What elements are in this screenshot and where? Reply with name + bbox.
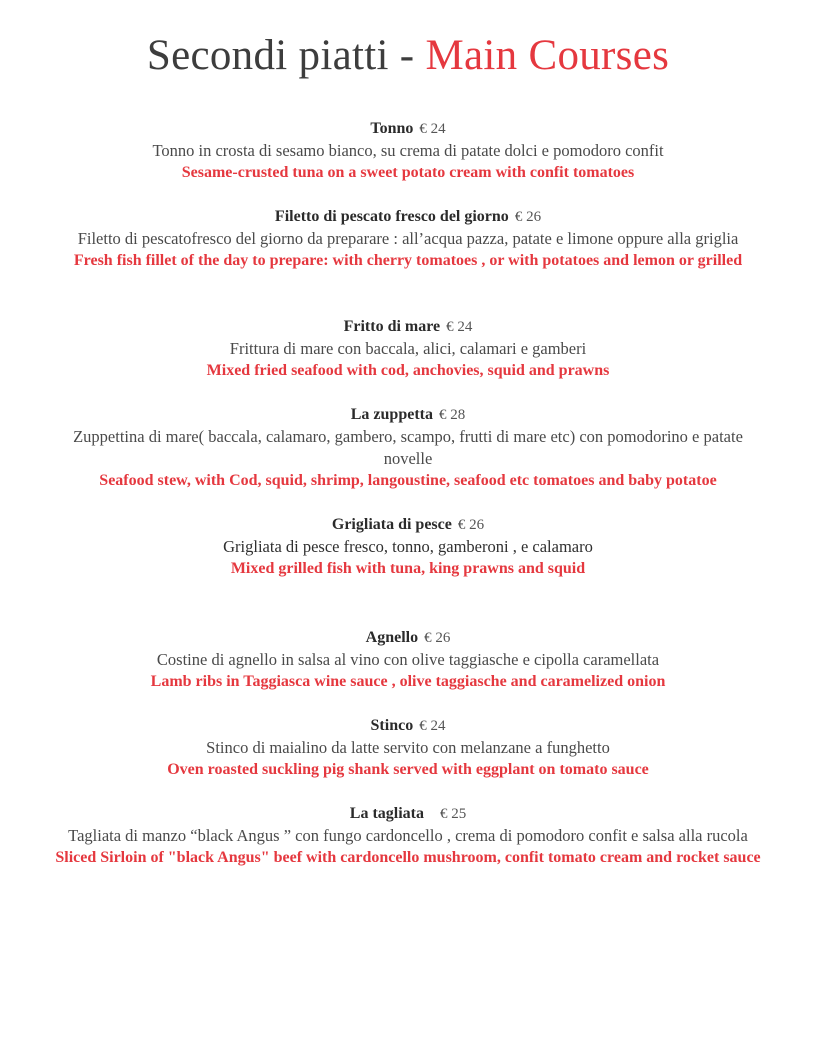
item-description-english: Sliced Sirloin of "black Angus" beef with cardoncello mushroom, confit tomato cream and rocket sauce (55, 849, 761, 866)
menu-item-agnello (30, 627, 786, 693)
menu-item-filetto (30, 206, 786, 272)
item-description-english: Sesame-crusted tuna on a sweet potato cream with confit tomatoes (181, 164, 635, 181)
menu-item-la-tagliata (30, 803, 786, 869)
item-price: € 24 (419, 718, 446, 734)
title-english: Main Courses (425, 32, 670, 79)
item-heading (30, 514, 786, 536)
title-italian: Secondi piatti - (146, 32, 426, 79)
item-price: € 28 (438, 407, 466, 423)
item-description-english: Seafood stew, with Cod, squid, shrimp, langoustine, seafood etc tomatoes and baby potatoe (99, 472, 717, 489)
menu-item-grigliata-di-pesce (30, 514, 786, 580)
menu-item-la-zuppetta (30, 404, 786, 492)
item-name: Tonno (370, 120, 414, 137)
item-price: € 26 (424, 630, 451, 646)
item-description-english: Mixed fried seafood with cod, anchovies, squid and prawns (206, 362, 610, 379)
item-name: La zuppetta (350, 406, 433, 423)
item-description-italian: Tagliata di manzo “black Angus ” con fungo cardoncello , crema di pomodoro confit e salsa alla rucola (68, 826, 748, 845)
item-description-italian: Grigliata di pesce fresco, tonno, gamberoni , e calamaro (223, 537, 593, 556)
item-name: Fritto di mare (343, 318, 441, 335)
item-heading (30, 803, 786, 825)
menu-item-tonno (30, 118, 786, 184)
item-description-italian: Costine di agnello in salsa al vino con olive taggiasche e cipolla caramellata (156, 650, 660, 669)
item-description-italian: Zuppettina di mare( baccala, calamaro, gambero, scampo, frutti di mare etc) con pomodorino e patate novelle (73, 427, 743, 468)
item-name: Stinco (370, 717, 414, 734)
item-price: € 26 (514, 209, 542, 225)
item-description-english: Fresh fish fillet of the day to prepare: with cherry tomatoes , or with potatoes and lemon or grilled (73, 252, 743, 269)
item-heading (30, 206, 786, 228)
item-price: € 26 (457, 517, 485, 533)
item-price: € 24 (446, 319, 473, 335)
item-name: La tagliata (349, 805, 424, 822)
item-description-english: Lamb ribs in Taggiasca wine sauce , olive taggiasche and caramelized onion (150, 673, 666, 690)
item-heading (30, 118, 786, 140)
item-heading (30, 316, 786, 338)
menu-item-stinco (30, 715, 786, 781)
item-description-italian: Tonno in crosta di sesamo bianco, su crema di patate dolci e pomodoro confit (152, 141, 664, 160)
item-heading (30, 715, 786, 737)
item-description-english: Mixed grilled fish with tuna, king prawns and squid (230, 560, 586, 577)
item-price: € 24 (419, 121, 446, 137)
item-heading (30, 404, 786, 426)
menu-item-fritto-di-mare (30, 316, 786, 382)
item-price: € 25 (439, 806, 467, 822)
item-description-italian: Filetto di pescatofresco del giorno da preparare : all’acqua pazza, patate e limone oppure alla griglia (77, 229, 739, 248)
item-heading (30, 627, 786, 649)
item-name: Filetto di pescato fresco del giorno (274, 208, 509, 225)
item-description-italian: Stinco di maialino da latte servito con melanzane a funghetto (206, 738, 610, 757)
item-name: Grigliata di pesce (331, 516, 452, 533)
item-description-english: Oven roasted suckling pig shank served with eggplant on tomato sauce (167, 761, 649, 778)
item-name: Agnello (365, 629, 419, 646)
item-description-italian: Frittura di mare con baccala, alici, calamari e gamberi (229, 339, 587, 358)
page-title (0, 28, 816, 84)
